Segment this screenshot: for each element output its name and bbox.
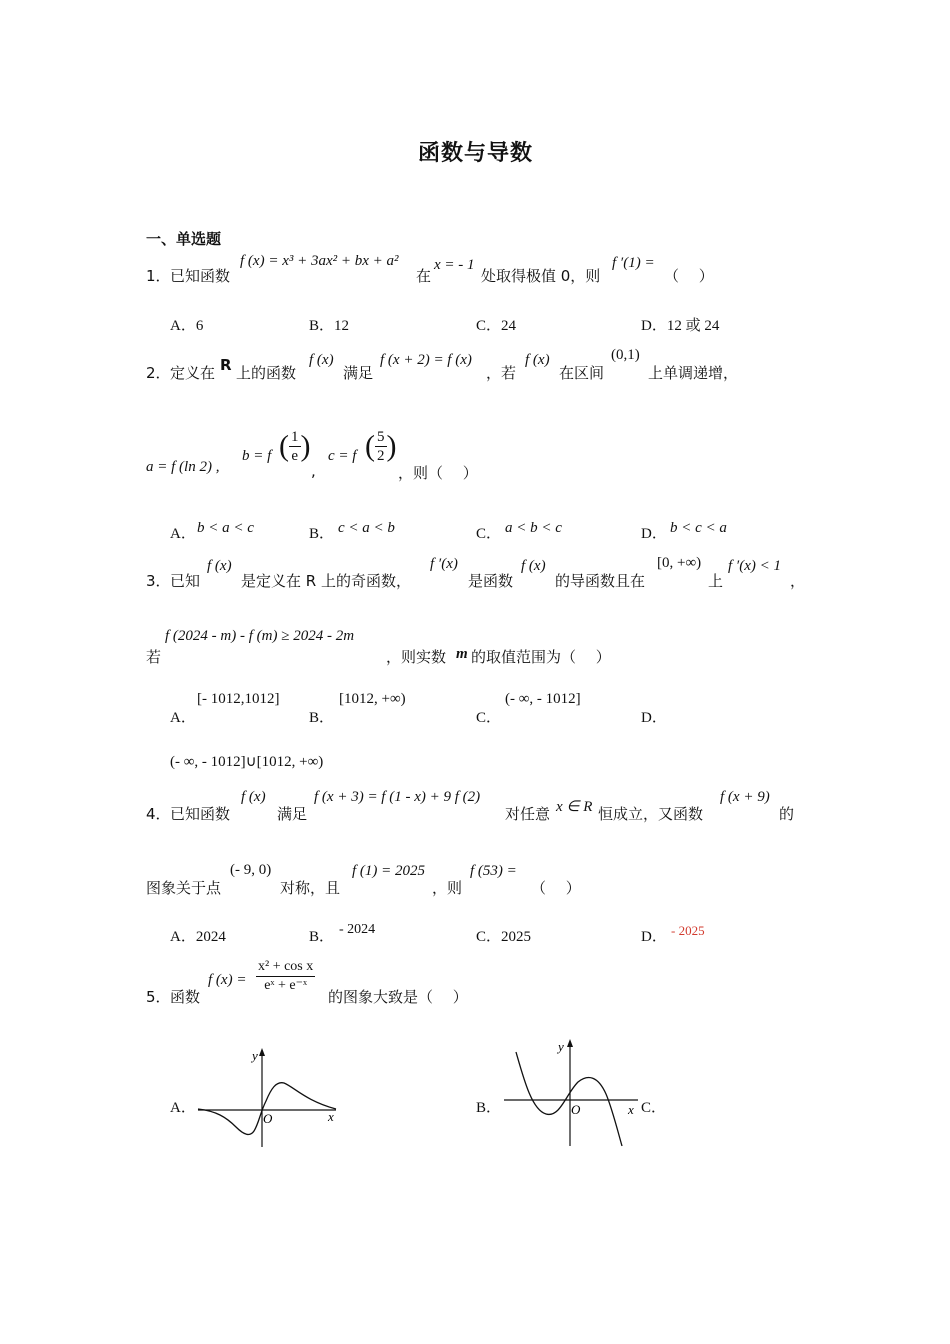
question-text: ，则（ ） <box>398 464 478 482</box>
periodicity-condition: f (x + 2) = f (x) <box>380 352 472 368</box>
a-definition: a = f (ln 2) , <box>146 459 220 475</box>
interval: (0,1) <box>611 347 640 363</box>
question-number: 2． <box>146 364 171 382</box>
question-text: 已知 <box>170 572 201 590</box>
option-b[interactable]: B． <box>309 710 335 726</box>
variable-m: m <box>456 646 468 662</box>
option-c[interactable]: C． <box>641 1100 667 1116</box>
question-text: 上单调递增， <box>648 364 739 382</box>
answer-blank: （ ） <box>664 267 714 285</box>
option-d[interactable]: D． <box>641 526 667 542</box>
inequality: f (2024 - m) - f (m) ≥ 2024 - 2m <box>165 628 355 644</box>
c-definition-arg: ( $\frac{5}{2}$ ) <box>365 429 397 464</box>
function-symbol: f (x) <box>525 352 550 368</box>
shifted-function: f (x + 9) <box>720 789 770 805</box>
symmetry-point: (- 9, 0) <box>230 862 272 878</box>
fraction-denominator: eˣ + e⁻ˣ <box>264 978 308 993</box>
option-b-math: [1012, +∞) <box>339 691 406 707</box>
question-text: 处取得极值 0，则 <box>481 267 601 285</box>
option-a-math: [- 1012,1012] <box>197 691 280 707</box>
origin-label: O <box>263 1111 273 1126</box>
question-text: 满足 <box>343 364 374 382</box>
function-curve <box>198 1083 336 1135</box>
question-text: 的图象大致是（ ） <box>328 988 468 1006</box>
option-d-math: b < c < a <box>670 520 727 536</box>
option-d[interactable]: D． <box>641 710 667 726</box>
option-c[interactable]: C． <box>476 710 502 726</box>
function-symbol: f (x) <box>521 558 546 574</box>
function-symbol: f (x) <box>207 558 232 574</box>
function-lhs: f (x) = <box>208 972 247 988</box>
option-c[interactable]: C． <box>476 526 502 542</box>
question-text: 在 <box>416 267 432 285</box>
question-text: 恒成立，又函数 <box>598 805 704 823</box>
domain-condition: x ∈ R <box>556 799 593 815</box>
option-a[interactable]: A．6 <box>170 318 204 334</box>
question-text: 是函数 <box>468 572 514 590</box>
option-d-math: - 2025 <box>671 923 705 938</box>
function-symbol: f (x) <box>309 352 334 368</box>
derivative-query: f ′(1) = <box>612 255 655 271</box>
extremum-point: x = - 1 <box>434 257 475 273</box>
functional-equation: f (x + 3) = f (1 - x) + 9 f (2) <box>314 789 481 805</box>
c-definition-lhs: c = f <box>328 448 357 464</box>
option-a[interactable]: A． <box>170 526 196 542</box>
graph-option-a[interactable] <box>196 1045 342 1149</box>
option-b[interactable]: B． <box>476 1100 502 1116</box>
graph-option-b[interactable] <box>502 1036 642 1148</box>
real-set-symbol: R <box>220 356 232 374</box>
option-c-math: (- ∞, - 1012] <box>505 691 581 707</box>
y-axis-label: y <box>558 1039 564 1054</box>
option-c-math: a < b < c <box>505 520 562 536</box>
value-query: f (53) = <box>470 863 517 879</box>
interval: [0, +∞) <box>657 555 702 571</box>
function-fraction <box>256 958 315 995</box>
function-definition: f (x) = x³ + 3ax² + bx + a² <box>240 253 399 269</box>
given-value: f (1) = 2025 <box>352 863 426 879</box>
question-text: 的导函数且在 <box>555 572 646 590</box>
question-text: 定义在 <box>170 364 216 382</box>
question-text: 的取值范围为（ ） <box>471 648 611 666</box>
fraction-numerator: x² + cos x <box>256 958 315 977</box>
option-a[interactable]: A．2024 <box>170 929 226 945</box>
section-heading: 一、单选题 <box>146 230 222 248</box>
question-text: 上 <box>708 572 724 590</box>
option-d[interactable]: D．12 或 24 <box>641 318 720 334</box>
y-axis-label: y <box>252 1048 258 1063</box>
question-text: 在区间 <box>559 364 605 382</box>
question-text: 的 <box>779 805 795 823</box>
answer-blank: （ ） <box>531 879 581 897</box>
question-text: 已知函数 <box>170 805 231 823</box>
question-text: ，则实数 <box>386 648 447 666</box>
question-text: 是定义在 R 上的奇函数， <box>241 572 411 590</box>
question-number: 3． <box>146 572 171 590</box>
option-b-math: - 2024 <box>339 922 376 937</box>
separator: , <box>311 462 316 480</box>
b-definition-arg: ( $\frac{1}{e}$ ) <box>279 429 311 464</box>
question-number: 1． <box>146 267 171 285</box>
question-text: 满足 <box>277 805 308 823</box>
question-text: 图象关于点 <box>146 879 222 897</box>
fraction-numerator: 1 <box>291 429 299 445</box>
question-text: 若 <box>146 648 162 666</box>
option-b[interactable]: B． <box>309 526 335 542</box>
x-axis-label: x <box>328 1109 334 1124</box>
option-a-math: b < a < c <box>197 520 254 536</box>
option-d-math: (- ∞, - 1012]∪[1012, +∞) <box>170 754 324 770</box>
question-text: ， <box>790 572 806 590</box>
question-text: ，则 <box>432 879 463 897</box>
question-text: 上的函数 <box>236 364 297 382</box>
fraction-denominator: 2 <box>377 448 385 464</box>
derivative-symbol: f ′(x) <box>430 556 458 572</box>
fraction-numerator: 5 <box>377 429 385 445</box>
option-a[interactable]: A． <box>170 710 196 726</box>
question-number: 4． <box>146 805 171 823</box>
question-text: 已知函数 <box>170 267 231 285</box>
question-number: 5． <box>146 988 171 1006</box>
option-c[interactable]: C．2025 <box>476 929 532 945</box>
fraction-denominator: e <box>291 448 299 464</box>
option-b[interactable]: B． <box>309 929 335 945</box>
option-b[interactable]: B．12 <box>309 318 350 334</box>
question-text: 对称，且 <box>280 879 341 897</box>
b-definition-lhs: b = f <box>242 448 272 464</box>
question-text: ，若 <box>486 364 517 382</box>
y-axis-arrow <box>567 1039 573 1047</box>
question-text: 函数 <box>170 988 201 1006</box>
option-c[interactable]: C．24 <box>476 318 517 334</box>
function-symbol: f (x) <box>241 789 266 805</box>
y-axis-arrow <box>259 1048 265 1056</box>
page-title: 函数与导数 <box>418 141 534 166</box>
x-axis-label: x <box>628 1102 634 1117</box>
question-text: 对任意 <box>505 805 551 823</box>
option-d[interactable]: D． <box>641 929 667 945</box>
option-a[interactable]: A． <box>170 1100 196 1116</box>
option-b-math: c < a < b <box>338 520 395 536</box>
function-curve <box>516 1052 622 1146</box>
origin-label: O <box>571 1102 581 1117</box>
derivative-condition: f ′(x) < 1 <box>728 558 781 574</box>
